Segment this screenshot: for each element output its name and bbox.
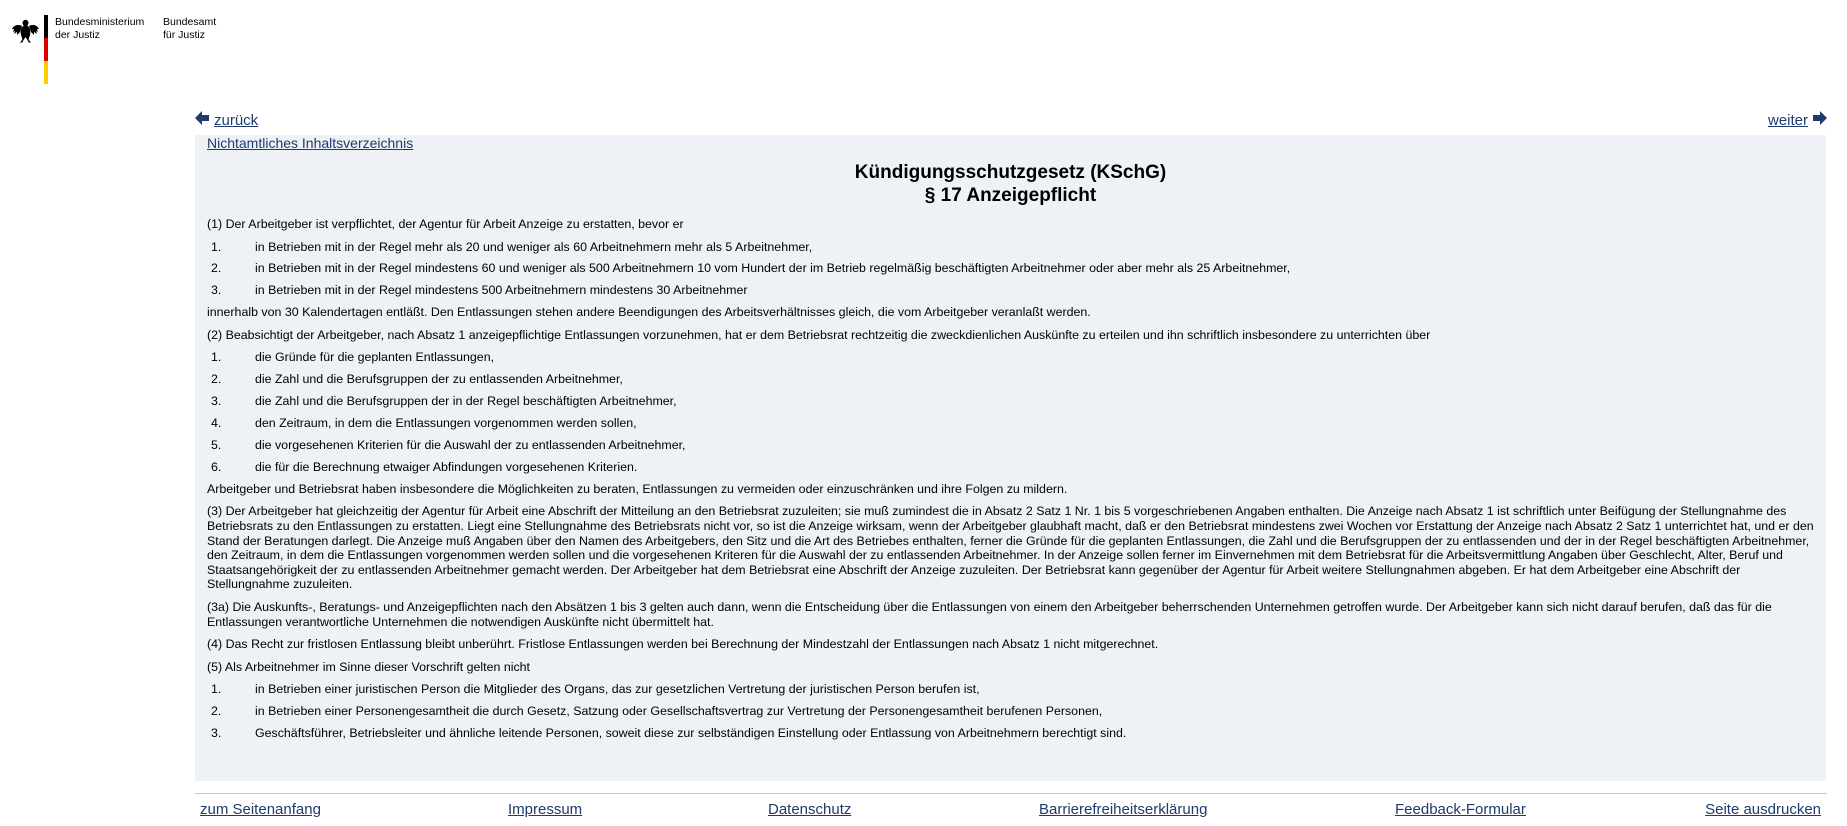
footer-link-top[interactable]: zum Seitenanfang bbox=[200, 801, 321, 818]
list-item: 2. in Betrieben mit in der Regel mindestens 60 und weniger als 500 Arbeitnehmern 10 vom Hundert der im Betrieb regelmäßig beschäftigten Arbeitnehmer oder aber mehr als 25 Arbeitnehmer, bbox=[211, 261, 1291, 276]
list-item: 1. in Betrieben einer juristischen Person die Mitglieder des Organs, das zur gesetzlichen Vertretung der juristischen Person berufen ist, bbox=[211, 682, 980, 697]
law-text bbox=[207, 217, 1819, 748]
footer-link-accessibility[interactable]: Barrierefreiheitserklärung bbox=[1039, 801, 1208, 818]
paragraph-2-after: Arbeitgeber und Betriebsrat haben insbesondere die Möglichkeiten zu beraten, Entlassungen zu vermeiden oder einzuschränken und ihre Folgen zu mildern. bbox=[207, 481, 1068, 496]
list-item: 3. Geschäftsführer, Betriebsleiter und ähnliche leitende Personen, soweit diese zur selbständigen Einstellung oder Entlassung von Arbeitnehmern berechtigt sind. bbox=[211, 726, 1127, 741]
paragraph-4: (4) Das Recht zur fristlosen Entlassung bleibt unberührt. Fristlose Entlassungen werden bei Berechnung der Mindestzahl der Entlassungen nach Absatz 1 nicht mitgerechnet. bbox=[207, 637, 1159, 652]
forward-nav[interactable] bbox=[1768, 112, 1827, 129]
toc-link[interactable]: Nichtamtliches Inhaltsverzeichnis bbox=[207, 135, 414, 151]
list-item: 1. die Gründe für die geplanten Entlassungen, bbox=[211, 350, 495, 365]
arrow-right-icon[interactable] bbox=[1813, 110, 1827, 126]
list-item: 1. in Betrieben mit in der Regel mehr als 20 und weniger als 60 Arbeitnehmern mehr als 5 Arbeitnehmer, bbox=[211, 239, 813, 254]
page-footer bbox=[195, 793, 1827, 818]
back-nav[interactable] bbox=[195, 112, 258, 129]
list-item: 6. die für die Berechnung etwaiger Abfindungen vorgesehenen Kriterien. bbox=[211, 459, 638, 474]
list-item: 3. die Zahl und die Berufsgruppen der in der Regel beschäftigten Arbeitnehmer, bbox=[211, 394, 677, 409]
section-title: § 17 Anzeigepflicht bbox=[924, 185, 1097, 206]
list-item: 2. in Betrieben einer Personengesamtheit die durch Gesetz, Satzung oder Gesellschaftsvertrag zur Vertretung der Personengesamtheit berufenen Personen, bbox=[211, 704, 1103, 719]
law-content bbox=[195, 135, 1826, 781]
paragraph-3a: (3a) Die Auskunfts-, Beratungs- und Anzeigepflichten nach den Absätzen 1 bis 3 gelten auch dann, wenn die Entscheidung über die Entlassungen von einem den Arbeitgeber beherrschenden Unternehmen getroffen wurde. Der Arbeitgeber kann sich nicht darauf berufen, daß das für die Entlassungen verantwortliche Unternehmen die notwendigen Auskünfte nicht übermittelt hat. bbox=[207, 599, 1772, 629]
paragraph-5-intro: (5) Als Arbeitnehmer im Sinne dieser Vorschrift gelten nicht bbox=[207, 659, 530, 674]
paragraph-1-list bbox=[207, 240, 1819, 298]
paragraph-2-list bbox=[207, 350, 1819, 474]
list-item: 4. den Zeitraum, in dem die Entlassungen vorgenommen werden sollen, bbox=[211, 416, 637, 431]
law-title: Kündigungsschutzgesetz (KSchG) bbox=[854, 162, 1167, 183]
forward-link[interactable]: weiter bbox=[1767, 112, 1808, 129]
org-name-office: Bundesamt für Justiz bbox=[163, 16, 217, 41]
federal-eagle-icon bbox=[12, 15, 39, 43]
paragraph-5-list bbox=[207, 682, 1819, 740]
org-name-ministry: Bundesministerium der Justiz bbox=[55, 16, 145, 41]
footer-link-impressum[interactable]: Impressum bbox=[508, 801, 583, 818]
back-link[interactable]: zurück bbox=[214, 112, 259, 129]
list-item: 5. die vorgesehenen Kriterien für die Auswahl der zu entlassenden Arbeitnehmer, bbox=[211, 438, 686, 453]
page-title bbox=[195, 161, 1826, 207]
paragraph-3: (3) Der Arbeitgeber hat gleichzeitig der Agentur für Arbeit eine Abschrift der Mitteilung an den Betriebsrat zuzuleiten; sie muß zumindest die in Absatz 2 Satz 1 Nr. 1 bis 5 vorgeschriebenen Angaben enthalten. Die Anzeige nach Absatz 1 ist schriftlich unter Beifügung der Stellungnahme des Betriebsrats zu den Entlassungen zu erstatten. Liegt eine Stellungnahme des Betriebsrats nicht vor, so ist die Anzeige wirksam, wenn der Arbeitgeber glaubhaft macht, daß er den Betriebsrat mindestens zwei Wochen vor Erstattung der Anzeige nach Absatz 2 Satz 1 unterrichtet hat, und er den Stand der Beratungen darlegt. Die Anzeige muß Angaben über den Namen des Arbeitgebers, den Sitz und die Art des Betriebes enthalten, ferner die Gründe für die geplanten Entlassungen, die Zahl und die Berufsgruppen der zu entlassenden und der in der Regel beschäftigten Arbeitnehmer, den Zeitraum, in dem die Entlassungen vorgenommen werden sollen und die vorgesehenen Kriteren für die Auswahl der zu entlassenden Arbeitnehmer. In der Anzeige sollen ferner im Einvernehmen mit dem Betriebsrat für die Arbeitsvermittlung Angaben über Geschlecht, Alter, Beruf und Staatsangehörigkeit der zu entlassenden Arbeitnehmer gemacht werden. Der Arbeitgeber hat dem Betriebsrat eine Abschrift der Anzeige zuzuleiten. Der Betriebsrat kann gegenüber der Agentur für Arbeit weitere Stellungnahmen abgeben. Er hat dem Arbeitgeber eine Abschrift der Stellungnahme zuzuleiten. bbox=[207, 504, 1814, 592]
paragraph-1-intro: (1) Der Arbeitgeber ist verpflichtet, der Agentur für Arbeit Anzeige zu erstatten, bevor er bbox=[207, 217, 684, 231]
german-flag-stripe bbox=[44, 15, 48, 84]
paragraph-2-intro: (2) Beabsichtigt der Arbeitgeber, nach Absatz 1 anzeigepflichtige Entlassungen vorzunehmen, hat er dem Betriebsrat rechtzeitig die zweckdienlichen Auskünfte zu erteilen und ihn schriftlich insbesondere zu unterrichten über bbox=[207, 327, 1431, 342]
page-navigation bbox=[195, 112, 1827, 132]
list-item: 2. die Zahl und die Berufsgruppen der zu entlassenden Arbeitnehmer, bbox=[211, 372, 623, 387]
paragraph-1-after: innerhalb von 30 Kalendertagen entläßt. Den Entlassungen stehen andere Beendigungen des Arbeitsverhältnisses gleich, die vom Arbeitgeber veranlaßt werden. bbox=[207, 305, 1091, 320]
footer-link-datenschutz[interactable]: Datenschutz bbox=[768, 801, 852, 818]
footer-link-feedback[interactable]: Feedback-Formular bbox=[1395, 801, 1526, 818]
footer-link-print[interactable]: Seite ausdrucken bbox=[1705, 801, 1821, 818]
arrow-left-icon[interactable] bbox=[195, 110, 209, 126]
list-item: 3. in Betrieben mit in der Regel mindestens 500 Arbeitnehmern mindestens 30 Arbeitnehmer bbox=[211, 283, 748, 298]
ministry-logo bbox=[12, 15, 242, 85]
